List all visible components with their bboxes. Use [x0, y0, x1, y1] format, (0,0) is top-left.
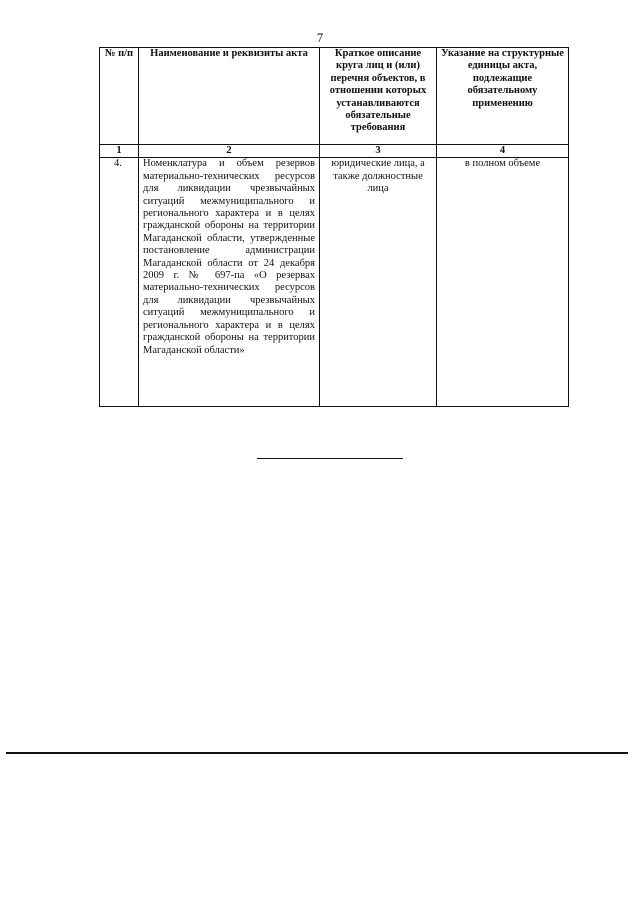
column-number-row — [100, 145, 569, 158]
header-row — [100, 48, 569, 145]
separator-line — [257, 458, 403, 459]
applicable-units: в полном объеме — [437, 158, 569, 407]
header-units: Указание на структурные единицы акта, подлежащие обязательному применению — [437, 48, 569, 145]
page-number: 7 — [316, 30, 324, 45]
bottom-rule — [6, 752, 628, 754]
header-persons: Краткое описание круга лиц и (или) перечня объектов, в отношении которых устанавливаются обязательные требования — [320, 48, 437, 145]
act-name: Номенклатура и объем резервов материально-технических ресурсов для ликвидации чрезвычайных ситуаций межмуниципального и регионального характера и в целях гражданской обороны на территории Магаданской области, утвержденные постановление администрации Магаданской области от 24 декабря 2009 г. № 697-па «О резервах материально-технических ресурсов для ликвидации чрезвычайных ситуаций межмуниципального и регионального характера и в целях гражданской обороны на территории Магаданской области» — [139, 158, 320, 407]
table-row — [100, 158, 569, 407]
column-number: 1 — [100, 145, 139, 158]
acts-table — [99, 47, 569, 407]
header-num: № п/п — [100, 48, 139, 145]
persons-description: юридические лица, а также должностные лица — [320, 158, 437, 407]
column-number: 2 — [139, 145, 320, 158]
row-number: 4. — [100, 158, 139, 407]
column-number: 3 — [320, 145, 437, 158]
column-number: 4 — [437, 145, 569, 158]
header-name: Наименование и реквизиты акта — [139, 48, 320, 145]
